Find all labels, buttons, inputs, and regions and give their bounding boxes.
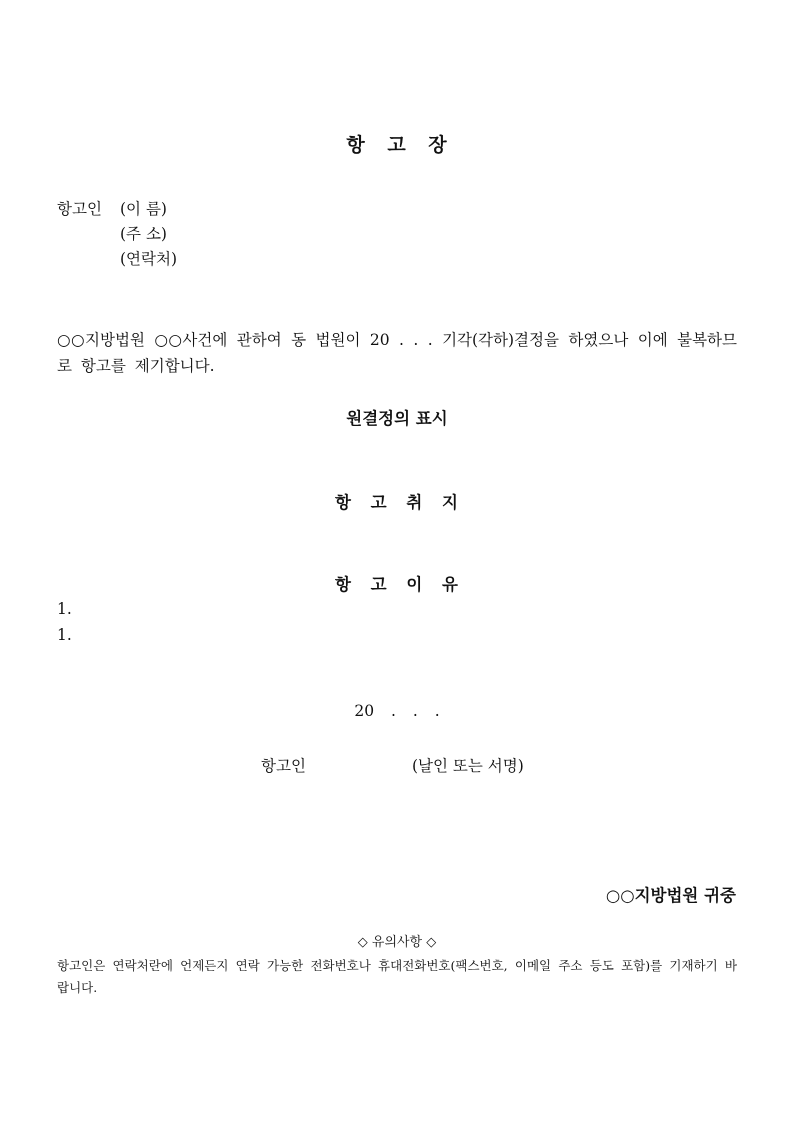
signature-label: 항고인	[261, 757, 306, 775]
appellant-address-field: (주 소)	[120, 225, 167, 243]
filing-date: 20 . . .	[354, 702, 440, 720]
document-title: 항 고 장	[346, 134, 448, 156]
appellant-name-field: (이 름)	[120, 200, 167, 218]
appellant-contact-field: (연락처)	[120, 250, 178, 268]
appellant-label: 항고인	[57, 200, 102, 218]
notice-heading: ◇ 유의사항 ◇	[357, 935, 437, 950]
heading-appeal-reason: 항 고 이 유	[335, 575, 459, 594]
signature-note: (날인 또는 서명)	[412, 757, 524, 775]
appeal-statement: ○○지방법원 ○○사건에 관하여 동 법원이 20 . . . 기각(각하)결정을 하였으나 이에 불복하므로 항고를 제기합니다.	[57, 331, 737, 375]
heading-original-decision: 원결정의 표시	[346, 409, 448, 428]
reason-item: 1.	[57, 626, 72, 644]
reason-item: 1.	[57, 600, 72, 618]
heading-appeal-purpose: 항 고 취 지	[335, 493, 459, 512]
court-addressee: ○○지방법원 귀중	[605, 886, 736, 905]
notice-text: 항고인은 연락처란에 언제든지 연락 가능한 전화번호나 휴대전화번호(팩스번호, 이메일 주소 등도 포함)를 기재하기 바랍니다.	[57, 958, 737, 995]
